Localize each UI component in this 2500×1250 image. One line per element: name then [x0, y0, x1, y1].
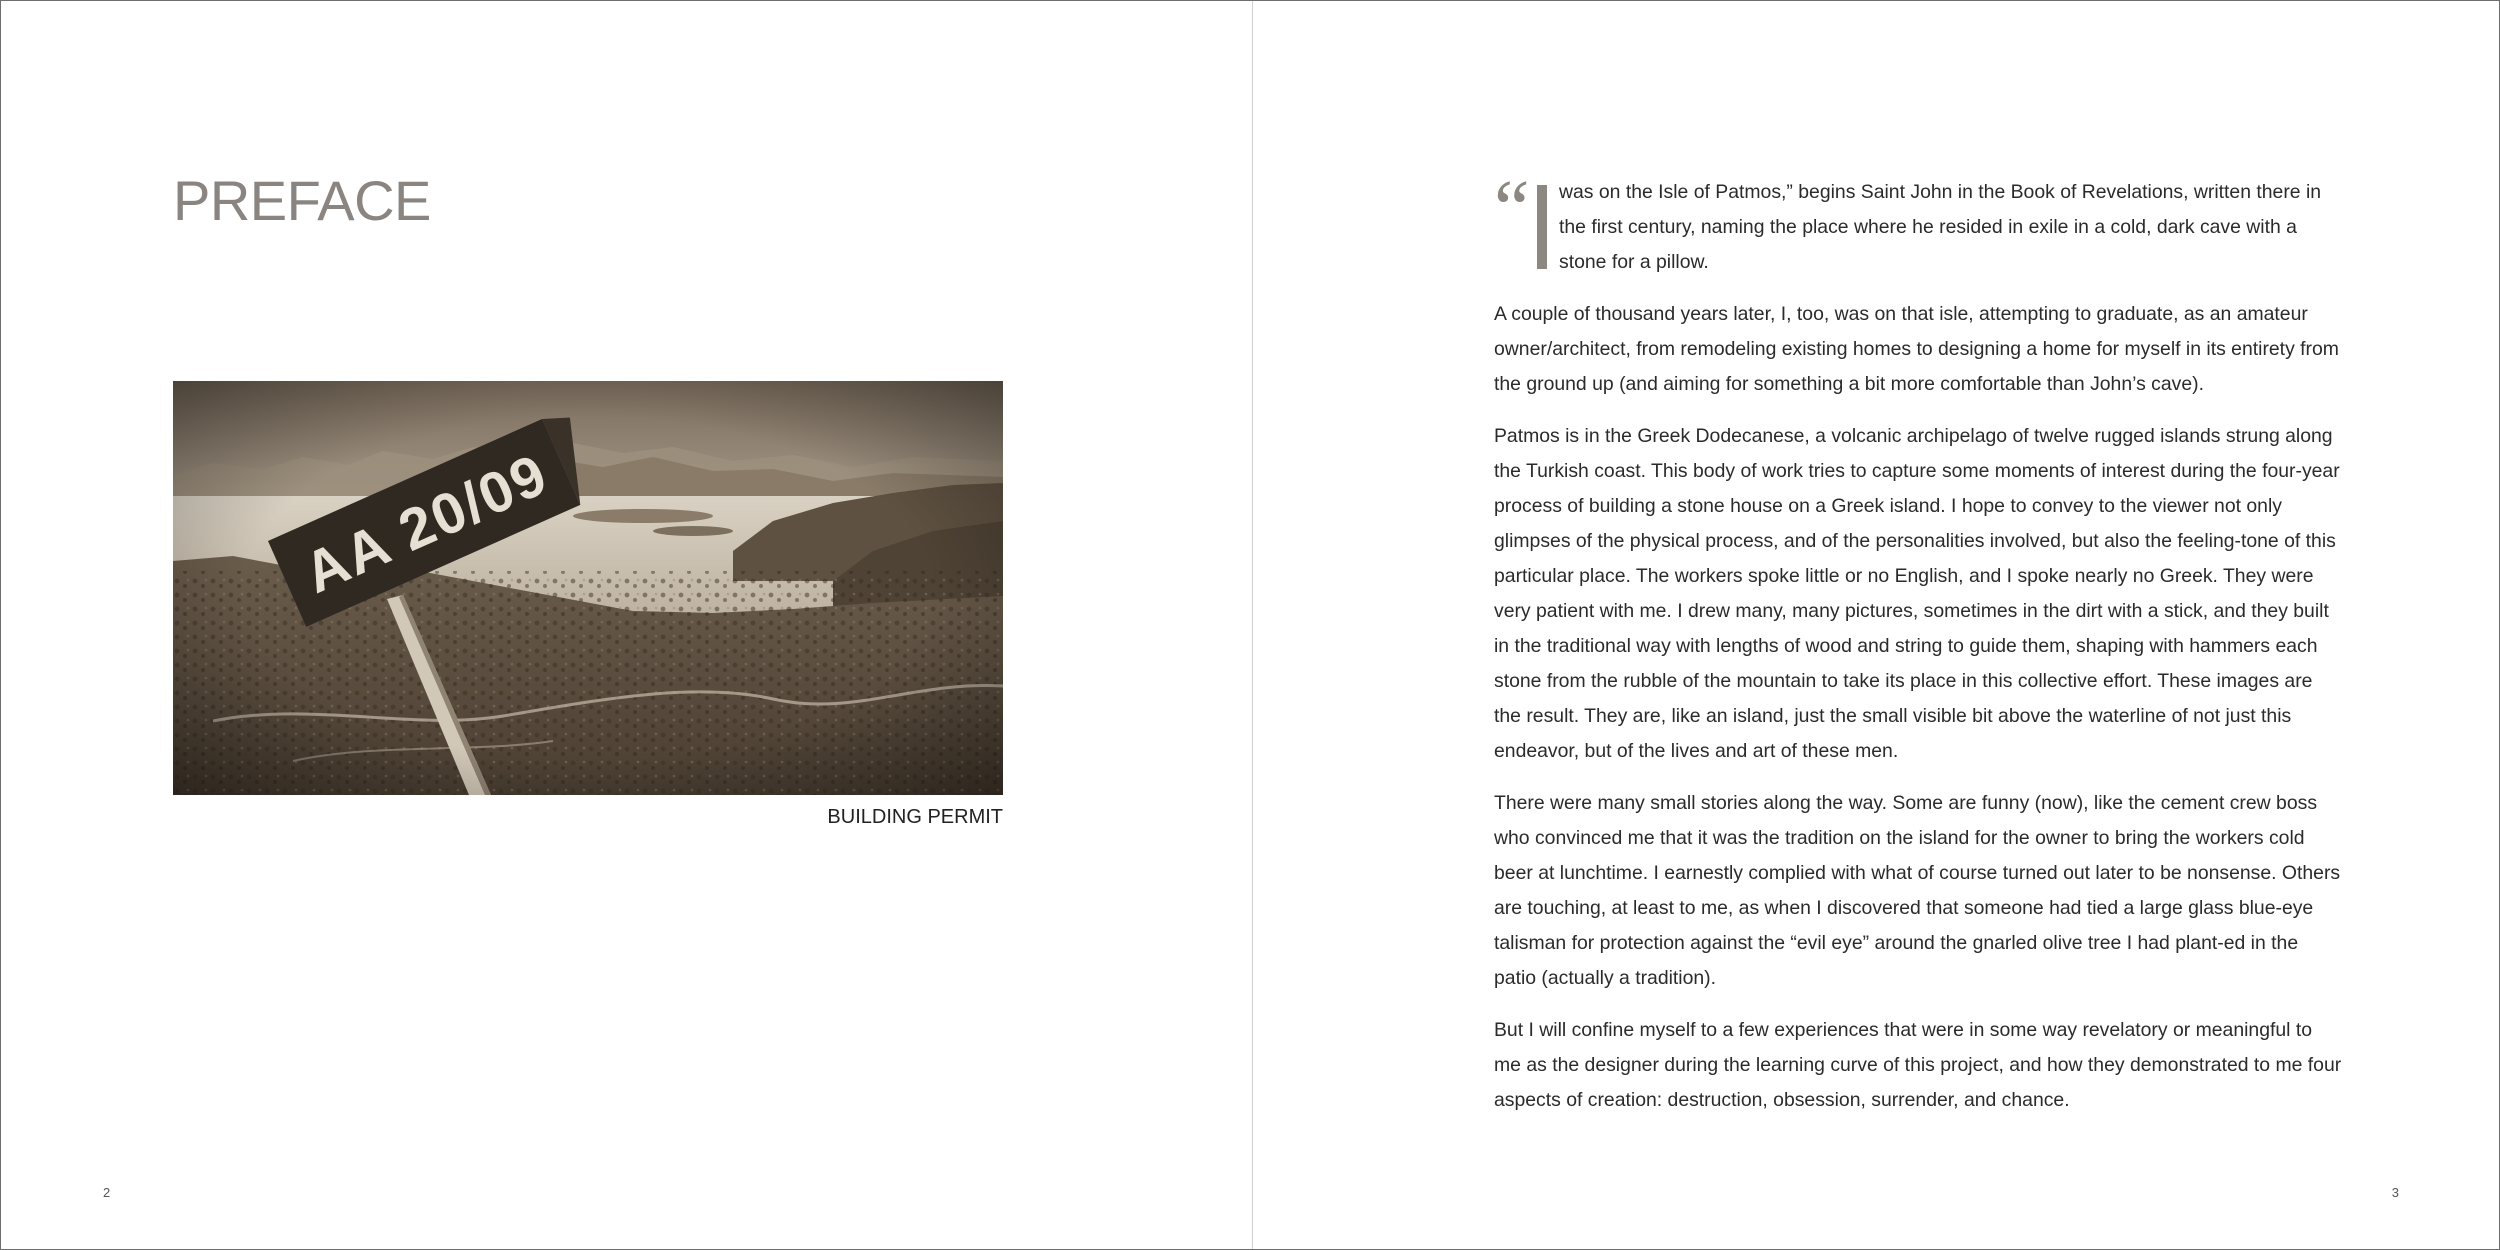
paragraph-4: But I will confine myself to a few experiences that were in some way revelatory or meaningful to me as the designer during the learning curve of this project, and how they demonstrated to me four aspects of creation: destruction, obsession, surrender, and chance.: [1494, 1019, 2342, 1111]
page-number-left: 2: [103, 1185, 111, 1200]
paragraph-1: A couple of thousand years later, I, too, was on that isle, attempting to graduate, as an amateur owner/architect, from remodeling existing homes to designing a home for myself in its entirety from the ground up (and aiming for something a bit more comfortable than John’s cave).: [1494, 303, 2339, 395]
page-gutter: [1252, 1, 1253, 1249]
sepia-landscape-image: [173, 381, 1003, 795]
paragraph-3: There were many small stories along the way. Some are funny (now), like the cement crew boss who convinced me that it was the tradition on the island for the owner to bring the workers cold beer at lunchtime. I earnestly complied with what of course turned out later to be nonsense. Others are touching, at least to me, as when I discovered that someone had tied a large glass blue-eye talisman for protection against the “evil eye” around the gnarled olive tree I had plant-ed in the patio (actually a tradition).: [1494, 792, 2341, 989]
drop-cap-i: [1537, 185, 1547, 269]
opening-paragraph: was on the Isle of Patmos,” begins Saint John in the Book of Revelations, written there in the first century, naming the place where he resided in exile in a cold, dark cave with a stone for a pillow.: [1559, 181, 2322, 273]
opening-quote: [1494, 165, 2342, 280]
photo-caption: BUILDING PERMIT: [827, 806, 1003, 828]
quote-mark: “: [1494, 165, 1530, 253]
paragraph-2: Patmos is in the Greek Dodecanese, a volcanic archipelago of twelve rugged islands strung along the Turkish coast. This body of work tries to capture some moments of interest during the four-year process of building a stone house on a Greek island. I hope to convey to the viewer not only glimpses of the physical process, and of the personalities involved, but also the feeling-tone of this particular place. The workers spoke little or no English, and I spoke nearly no Greek. They were very patient with me. I drew many, many pictures, sometimes in the dirt with a stick, and they built in the traditional way with lengths of wood and string to guide them, shaping with hammers each stone from the rubble of the mountain to take its place in this collective effort. These images are the result. They are, like an island, just the small visible bit above the waterline of not just this endeavor, but of the lives and art of these men.: [1494, 425, 2340, 762]
page-title: PREFACE: [173, 169, 431, 232]
building-permit-photo: [173, 381, 1003, 795]
page-number-right: 3: [2391, 1185, 2399, 1200]
preface-text: [1494, 165, 2342, 1135]
